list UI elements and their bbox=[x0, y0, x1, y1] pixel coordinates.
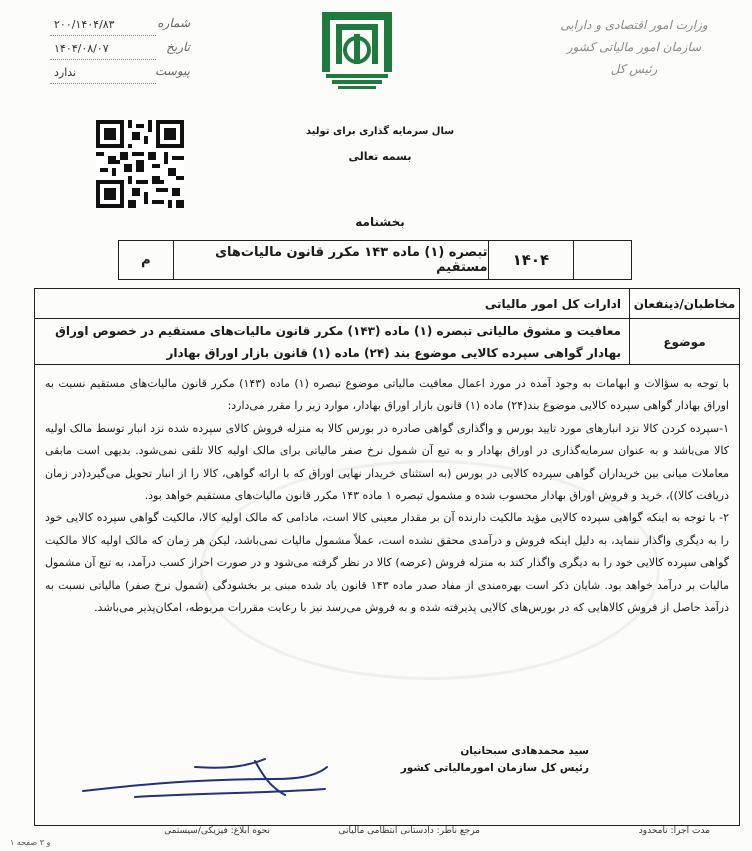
year-slogan: سال سرمایه گذاری برای تولید bbox=[305, 126, 455, 137]
signatory-title: رئیس کل سازمان امورمالیاتی کشور bbox=[400, 762, 589, 774]
signatory-name: سید محمدهادی سبحانیان bbox=[460, 745, 589, 757]
circular-table bbox=[34, 288, 740, 826]
document-type-heading: بخشنامه bbox=[355, 215, 405, 229]
date-label: تاریخ bbox=[166, 40, 190, 54]
body-paragraph-2: ۲- با توجه به اینکه گواهی سپرده کالایی مؤید مالکیت دارنده آن بر مقدار معینی کالا است، مادامی که مالک اولیه کالا، مالکیت گواهی سپرده کالایی خود را به دیگری واگذار ننماید، به دلیل اینکه فروش و درآمدی محقق نشده است، عملاً مشمول مالیات نمی‌باشد، لیکن هر زمان که مالک اولیه کالا مالکیت گواهی سپرده کالایی خود را به دیگری واگذار کند به منزله فروش (عرضه) کالا در نظر گرفته می‌شود و در صورت احراز کسب درآمد، به تبع آن مشمول مالیات بر درآمد خواهد بود. شایان ذکر است بهره‌مندی از مفاد صدر ماده ۱۴۳ قانون یاد شده مبنی بر بخشودگی (شمول نرخ صفر) مالیاتی نسبت به درآمد حاصل از فروش کالاهایی که در بورس‌های کالایی پذیرفته شده و به فروش می‌رسد نیز با رعایت مقررات مربوطه، امکان‌پذیر می‌باشد. bbox=[45, 511, 729, 615]
footer-row bbox=[34, 826, 740, 842]
circular-body bbox=[45, 373, 729, 619]
signatory-block bbox=[379, 743, 589, 777]
attachment-value: ندارد bbox=[54, 66, 77, 79]
footer-validity: مدت اجرا: نامحدود bbox=[638, 826, 710, 836]
subject-label: موضوع bbox=[629, 319, 739, 364]
body-paragraph-1: ۱-سپرده کردن کالا نزد انبارهای مورد تایید بورس و واگذاری گواهی صادره در بورس کالا به منزله فروش کالای سپرده شده نزد انبار توسط مالک اولیه کالا می‌باشد و به عنوان سرمایه‌گذاری در اوراق بهادار و به تبع آن شمول نرخ صفر مالیاتی برای مالک اولیه کالا تلقی نمی‌شود. بدیهی است مابقی معاملات میانی بین خریداران گواهی سپرده کالایی در بورس (به استثنای خریدار نهایی اوراق که با ارائه گواهی، کالا را از انبار تحویل می‌گیرد(در زمان دریافت کالا))، خرید و فروش اوراق بهادار محسوب شده و مشمول تبصره ۱ ماده ۱۴۳ مکرر قانون مالیات‌های مستقیم خواهد بود. bbox=[45, 421, 729, 503]
tax-organization-logo-icon bbox=[318, 8, 396, 90]
qr-code-icon bbox=[96, 120, 184, 208]
audience-row bbox=[35, 289, 739, 319]
handwritten-signature-icon bbox=[75, 749, 335, 809]
page-count: ۱ و ۳ صفحه bbox=[10, 838, 51, 847]
footer-delivery: نحوه ابلاغ: فیزیکی/سیستمی bbox=[164, 826, 270, 836]
number-value: ۲۰۰/۱۴۰۴/۸۳ bbox=[54, 18, 115, 31]
letter-meta bbox=[40, 14, 190, 86]
ministry-line-3: رئیس کل bbox=[610, 62, 658, 76]
subject-row bbox=[35, 319, 739, 365]
number-cell-blank bbox=[573, 241, 631, 279]
audience-label: مخاطبان/ذینفعان bbox=[629, 289, 739, 318]
ministry-line-1: وزارت امور اقتصادی و دارایی bbox=[560, 18, 708, 32]
number-cell-year: ۱۴۰۴ bbox=[488, 241, 574, 279]
number-cell-title: تبصره (۱) ماده ۱۴۳ مکرر قانون مالیات‌های مستقیم bbox=[173, 241, 488, 279]
bismillah-heading: بسمه تعالی bbox=[348, 150, 412, 163]
attachment-label: پیوست bbox=[155, 64, 190, 78]
date-value: ۱۴۰۴/۰۸/۰۷ bbox=[54, 42, 109, 55]
subject-value: معافیت و مشوق مالیاتی تبصره (۱) ماده (۱۴۳) مکرر قانون مالیات‌های مستقیم در خصوص اوراق بهادار گواهی سپرده کالایی موضوع بند (۲۴) ماده (۱) قانون بازار اوراق بهادار bbox=[55, 323, 621, 360]
body-intro: با توجه به سؤالات و ابهامات به وجود آمده در مورد اعمال معافیت مالیاتی موضوع تبصره (۱) ماده (۱۴۳) مکرر قانون مالیات‌های مستقیم نسبت به اوراق بهادار گواهی سپرده کالایی موضوع بند(۲۴) ماده (۱) قانون بازار اوراق بهادار، موارد زیر را مقرر می‌دارد: bbox=[45, 377, 730, 413]
circular-number-row bbox=[118, 240, 632, 280]
number-label: شماره bbox=[157, 16, 190, 30]
ministry-line-2: سازمان امور مالیاتی کشور bbox=[566, 40, 702, 54]
ministry-header bbox=[534, 14, 734, 80]
audience-value: ادارات کل امور مالیاتی bbox=[484, 296, 621, 311]
footer-reference: مرجع ناظر: دادستانی انتظامی مالیاتی bbox=[338, 826, 480, 836]
number-cell-m: م bbox=[141, 252, 151, 268]
